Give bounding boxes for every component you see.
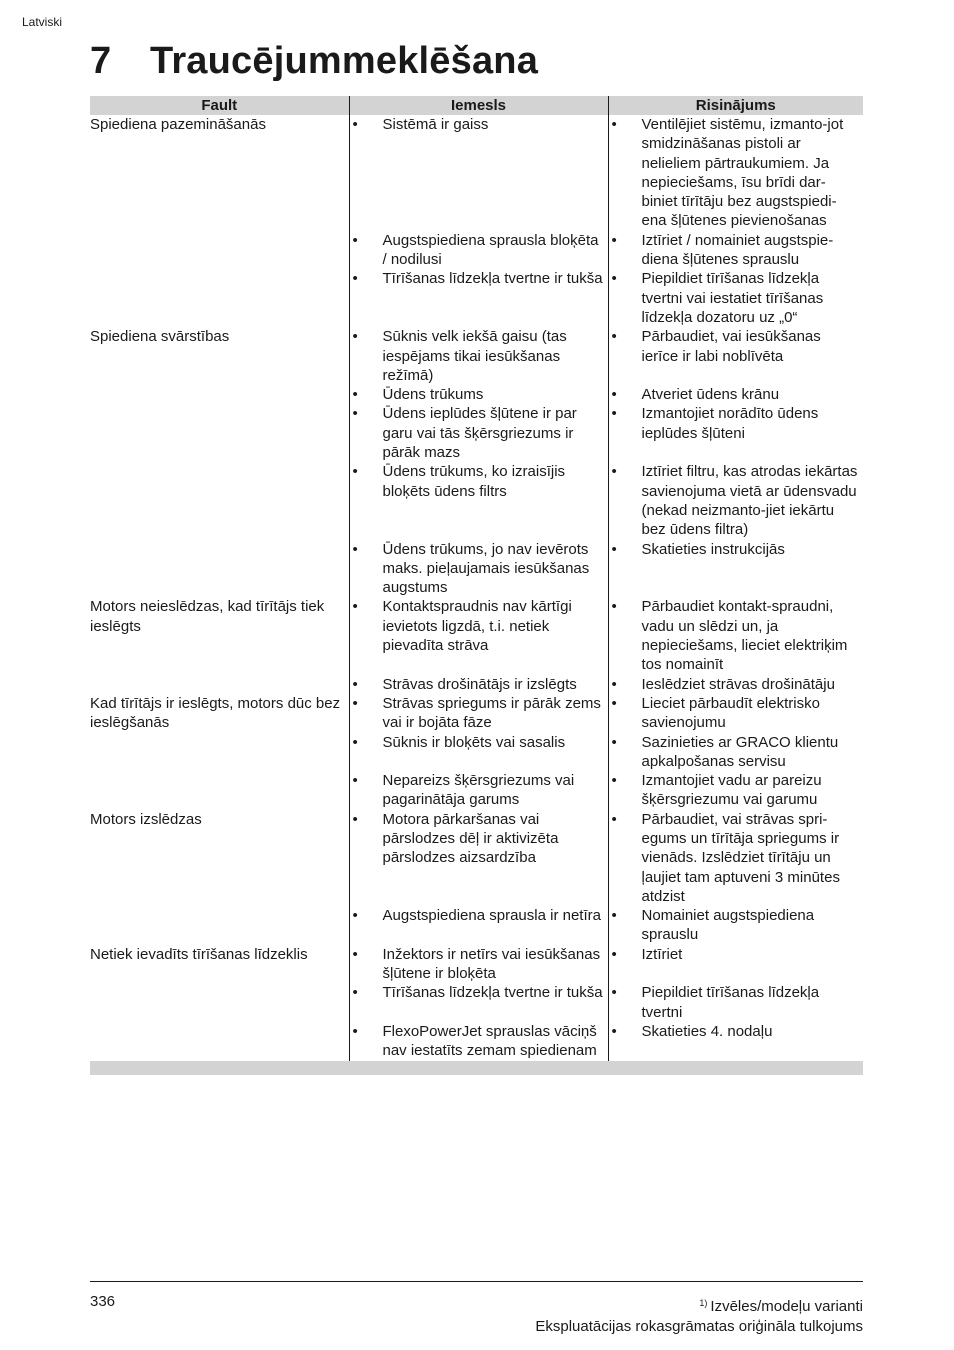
solution-text: • Iztīriet / nomainiet augstspie-diena šļūtenes sprauslu [609, 231, 860, 270]
section-title: Traucējummeklēšana [150, 40, 539, 82]
solution-cell [608, 231, 863, 270]
solution-cell [608, 1022, 863, 1061]
document-title: Ekspluatācijas rokasgrāmatas oriģināla tulkojums [535, 1318, 863, 1335]
fault-cell [90, 540, 349, 598]
solution-text: • Piepildiet tīrīšanas līdzekļa tvertni [609, 983, 860, 1022]
table-row [90, 810, 863, 906]
page-number: 336 [90, 1293, 116, 1310]
solution-text: • Pārbaudiet, vai strāvas spri-egums un tīrītāja spriegums ir vienāds. Izslēdziet tīrītāju un ļaujiet tam aptuveni 3 minūtes atdzist [609, 810, 860, 906]
header-cause: Iemesls [349, 96, 608, 115]
cause-text: • Sūknis velk iekšā gaisu (tas iespējams tikai iesūkšanas režīmā) [350, 327, 604, 385]
cause-cell [349, 462, 608, 539]
fault-cell [90, 906, 349, 945]
solution-text: • Sazinieties ar GRACO klientu apkalpošanas servisu [609, 733, 860, 772]
table-row [90, 694, 863, 733]
table-row [90, 269, 863, 327]
cause-text: • Strāvas drošinātājs ir izslēgts [350, 675, 604, 694]
solution-cell [608, 327, 863, 385]
cause-text: • Tīrīšanas līdzekļa tvertne ir tukša [350, 983, 604, 1002]
fault-cell [90, 675, 349, 694]
fault-cell [90, 462, 349, 539]
cause-cell [349, 906, 608, 945]
solution-text: • Ieslēdziet strāvas drošinātāju [609, 675, 860, 694]
cause-text: • Nepareizs šķērsgriezums vai pagarinātāja garums [350, 771, 604, 810]
footnote [535, 1293, 863, 1317]
fault-cell [90, 733, 349, 772]
solution-cell [608, 115, 863, 231]
solution-cell [608, 597, 863, 674]
cause-cell [349, 810, 608, 906]
cause-cell [349, 597, 608, 674]
table-row [90, 327, 863, 385]
solution-text: • Izmantojiet norādīto ūdens ieplūdes šļūteni [609, 404, 860, 443]
fault-cell [90, 231, 349, 270]
cause-cell [349, 1022, 608, 1061]
solution-cell [608, 983, 863, 1022]
table-footer-bar [90, 1061, 863, 1075]
fault-cell: Motors izslēdzas [90, 810, 202, 828]
section-number: 7 [90, 40, 112, 82]
solution-text: • Ventilējiet sistēmu, izmanto-jot smidzināšanas pistoli ar nelieliem pārtraukumiem. Ja nepieciešams, īsu brīdi dar-biniet tīrītāju bez augstspiedi-ena šļūtenes pievienošanas [609, 115, 860, 231]
solution-cell [608, 733, 863, 772]
solution-cell [608, 675, 863, 694]
solution-text: • Atveriet ūdens krānu [609, 385, 860, 404]
cause-cell [349, 404, 608, 462]
cause-text: • Strāvas spriegums ir pārāk zems vai ir bojāta fāze [350, 694, 604, 733]
solution-text: • Lieciet pārbaudīt elektrisko savienojumu [609, 694, 860, 733]
solution-text: • Pārbaudiet, vai iesūkšanas ierīce ir labi noblīvēta [609, 327, 860, 366]
cause-cell [349, 733, 608, 772]
fault-cell: Spiediena svārstības [90, 328, 230, 346]
footnote-marker: 1) [699, 1298, 708, 1308]
table-body [90, 115, 863, 1075]
cause-text: • Motora pārkaršanas vai pārslodzes dēļ ir aktivizēta pārslodzes aizsardzība [350, 810, 604, 868]
solution-text: • Nomainiet augstspiediena sprauslu [609, 906, 860, 945]
fault-cell: Spiediena pazemināšanās [90, 116, 266, 133]
table-row [90, 675, 863, 694]
solution-cell [608, 404, 863, 462]
table-row [90, 115, 863, 231]
cause-cell [349, 694, 608, 733]
cause-cell [349, 269, 608, 327]
cause-text: • Inžektors ir netīrs vai iesūkšanas šļūtene ir bloķēta [350, 945, 604, 984]
table-row [90, 231, 863, 270]
solution-text: • Pārbaudiet kontakt-spraudni, vadu un slēdzi un, ja nepieciešams, lieciet elektriķim tos nomainīt [609, 597, 860, 674]
cause-text: • FlexoPowerJet sprauslas vāciņš nav iestatīts zemam spiedienam [350, 1022, 604, 1061]
fault-cell [90, 404, 349, 462]
troubleshooting-table [90, 96, 863, 1075]
table-row [90, 385, 863, 404]
fault-cell [90, 385, 349, 404]
cause-cell [349, 540, 608, 598]
cause-text: • Ūdens trūkums [350, 385, 604, 404]
cause-text: • Sistēmā ir gaiss [350, 115, 604, 134]
solution-text: • Skatieties 4. nodaļu [609, 1022, 860, 1041]
solution-cell [608, 694, 863, 733]
cause-cell [349, 675, 608, 694]
cause-cell [349, 385, 608, 404]
footer-divider [90, 1281, 863, 1282]
cause-text: • Sūknis ir bloķēts vai sasalis [350, 733, 604, 752]
page-title [90, 40, 538, 83]
fault-cell [90, 771, 349, 810]
solution-cell [608, 462, 863, 539]
fault-cell: Motors neieslēdzas, kad tīrītājs tiek ieslēgts [90, 598, 325, 635]
table-row [90, 462, 863, 539]
cause-text: • Kontaktspraudnis nav kārtīgi ievietots ligzdā, t.i. netiek pievadīta strāva [350, 597, 604, 655]
fault-cell [90, 269, 349, 327]
solution-text: • Skatieties instrukcijās [609, 540, 860, 559]
solution-cell [608, 771, 863, 810]
table-row [90, 404, 863, 462]
table-row [90, 906, 863, 945]
language-label: Latviski [22, 15, 63, 29]
fault-cell [90, 1022, 349, 1061]
cause-cell [349, 231, 608, 270]
cause-text: • Ūdens trūkums, jo nav ievērots maks. pieļaujamais iesūkšanas augstums [350, 540, 604, 598]
table-row [90, 597, 863, 674]
cause-cell [349, 115, 608, 231]
table-row [90, 1022, 863, 1061]
table-row [90, 771, 863, 810]
cause-text: • Ūdens ieplūdes šļūtene ir par garu vai tās šķērsgriezums ir pārāk mazs [350, 404, 604, 462]
table-row [90, 945, 863, 984]
solution-cell [608, 540, 863, 598]
cause-cell [349, 945, 608, 984]
solution-cell [608, 945, 863, 984]
solution-cell [608, 385, 863, 404]
solution-text: • Piepildiet tīrīšanas līdzekļa tvertni vai iestatiet tīrīšanas līdzekļa dozatoru uz „0“ [609, 269, 860, 327]
cause-cell [349, 327, 608, 385]
header-solution: Risinājums [608, 96, 863, 115]
table-row [90, 733, 863, 772]
cause-cell [349, 983, 608, 1022]
footnote-text: Izvēles/modeļu varianti [710, 1298, 863, 1315]
solution-cell [608, 269, 863, 327]
fault-cell: Kad tīrītājs ir ieslēgts, motors dūc bez ieslēgšanās [90, 694, 341, 732]
table-footer-cell [90, 1061, 863, 1075]
fault-cell: Netiek ievadīts tīrīšanas līdzeklis [90, 945, 308, 963]
fault-cell [90, 983, 349, 1022]
header-fault: Fault [90, 96, 349, 115]
cause-text: • Augstspiediena sprausla bloķēta / nodilusi [350, 231, 604, 270]
solution-cell [608, 906, 863, 945]
footer-notes [535, 1293, 863, 1337]
table-row [90, 540, 863, 598]
solution-text: • Iztīriet [609, 945, 860, 964]
cause-text: • Tīrīšanas līdzekļa tvertne ir tukša [350, 269, 604, 288]
solution-cell [608, 810, 863, 906]
cause-cell [349, 771, 608, 810]
cause-text: • Augstspiediena sprausla ir netīra [350, 906, 604, 925]
solution-text: • Izmantojiet vadu ar pareizu šķērsgriezumu vai garumu [609, 771, 860, 810]
solution-text: • Iztīriet filtru, kas atrodas iekārtas savienojuma vietā ar ūdensvadu (nekad neizmanto-jiet iekārtu bez ūdens filtra) [609, 462, 860, 539]
table-row [90, 983, 863, 1022]
table-header-row [90, 96, 863, 115]
cause-text: • Ūdens trūkums, ko izraisījis bloķēts ūdens filtrs [350, 462, 604, 501]
